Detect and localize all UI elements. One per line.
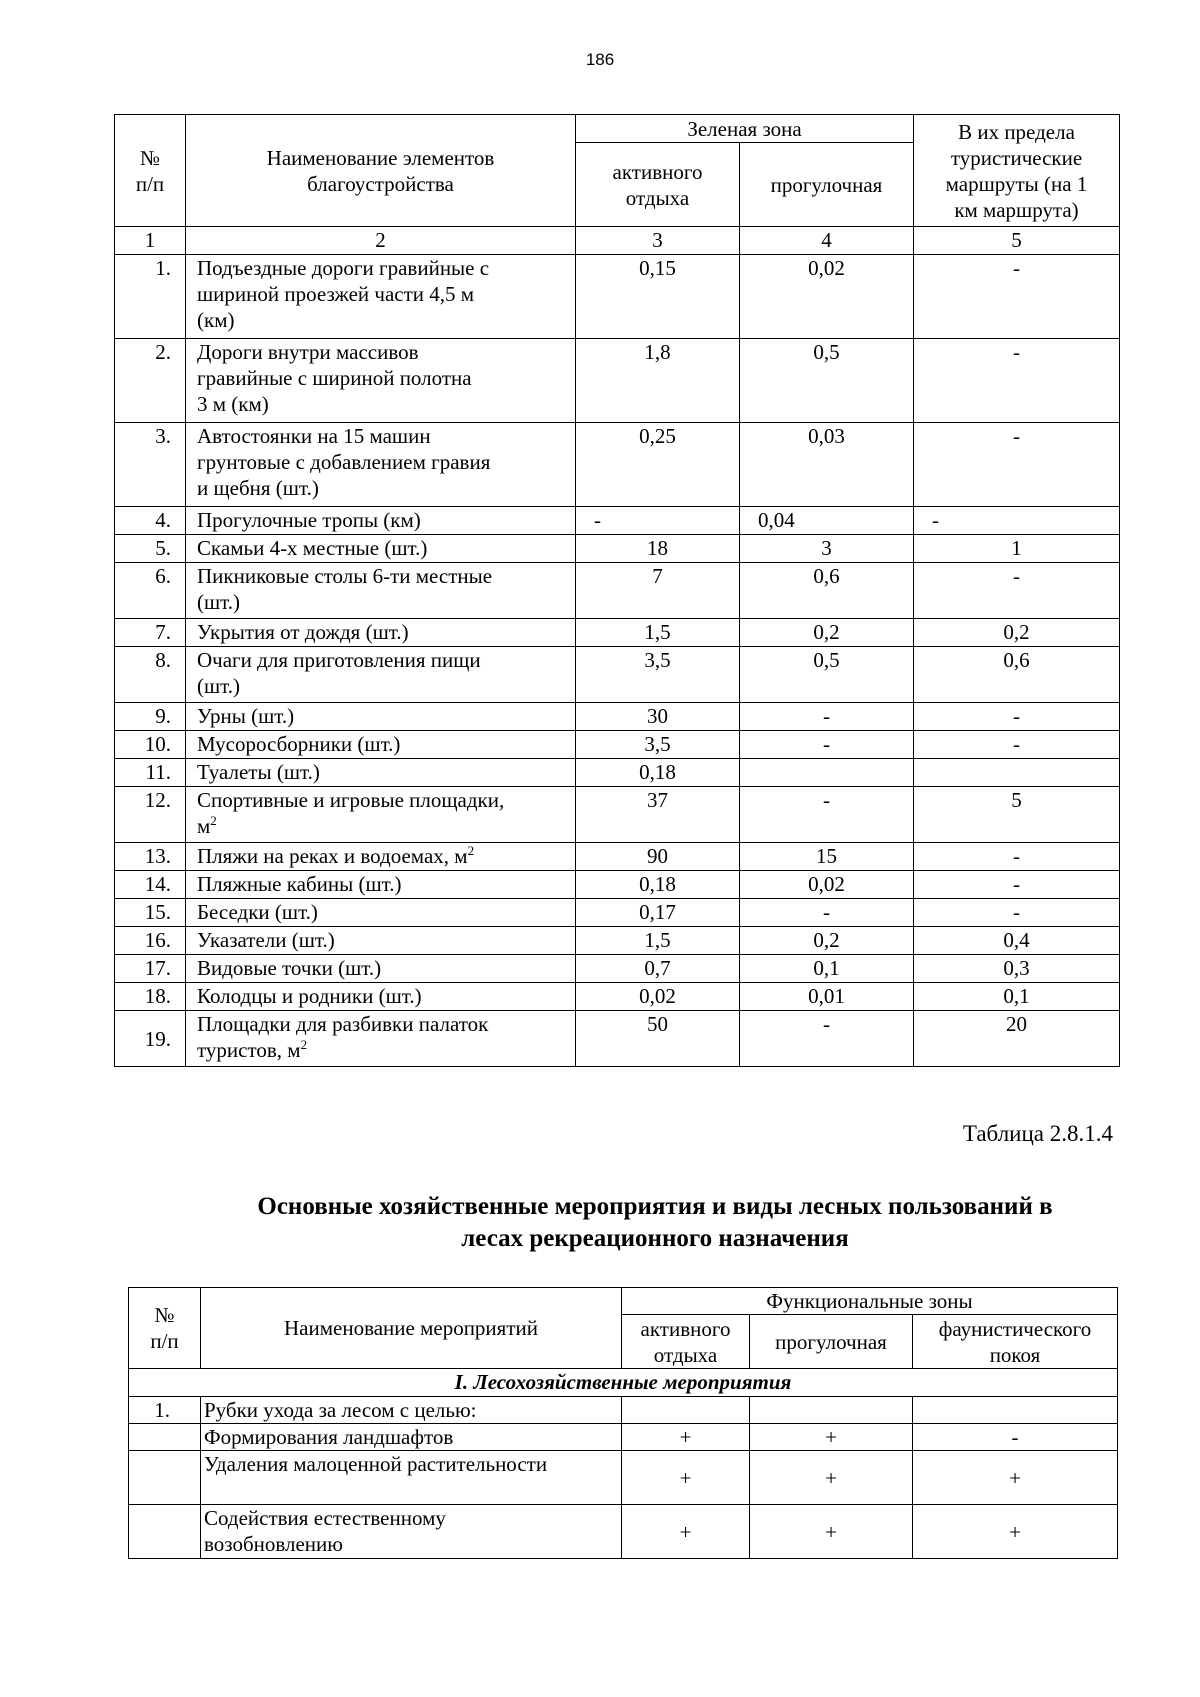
- value-routes: -: [914, 339, 1120, 423]
- value-active: 30: [576, 703, 740, 731]
- element-name: Прогулочные тропы (км): [186, 507, 576, 535]
- value-walking: 0,2: [740, 927, 914, 955]
- element-name: Беседки (шт.): [186, 899, 576, 927]
- row-number: 1.: [129, 1397, 201, 1424]
- value-routes: -: [914, 731, 1120, 759]
- row-number: 5.: [115, 535, 186, 563]
- value-active: 3,5: [576, 731, 740, 759]
- row-number: [129, 1451, 201, 1505]
- row-number: 13.: [115, 843, 186, 871]
- col-number: 2: [186, 227, 576, 255]
- measure-name: Рубки ухода за лесом с целью:: [201, 1397, 622, 1424]
- value-routes: -: [914, 507, 1120, 535]
- value-walking: -: [740, 731, 914, 759]
- value-walking: -: [740, 703, 914, 731]
- row-number: 19.: [115, 1011, 186, 1067]
- header-num: № п/п: [129, 1288, 201, 1369]
- measures-table: [128, 1287, 1118, 1559]
- section-heading: I. Лесохозяйственные мероприятия: [129, 1369, 1118, 1397]
- col-number: 1: [115, 227, 186, 255]
- value-walking: 0,02: [740, 871, 914, 899]
- table-row: [115, 927, 1120, 955]
- table-row: [115, 619, 1120, 647]
- table-row: [115, 647, 1120, 703]
- value-walking: [740, 759, 914, 787]
- table-row: [115, 731, 1120, 759]
- value-routes: 20: [914, 1011, 1120, 1067]
- table-row: [115, 1011, 1120, 1067]
- value-active: 0,17: [576, 899, 740, 927]
- mark-walking: +: [750, 1505, 913, 1559]
- value-walking: 0,02: [740, 255, 914, 339]
- table-row: [115, 563, 1120, 619]
- amenities-table: [114, 114, 1120, 1067]
- table-row: [115, 759, 1120, 787]
- value-walking: 0,01: [740, 983, 914, 1011]
- unit-superscript: 2: [467, 843, 475, 858]
- value-walking: 3: [740, 535, 914, 563]
- value-walking: 0,03: [740, 423, 914, 507]
- element-name: Колодцы и родники (шт.): [186, 983, 576, 1011]
- value-active: -: [576, 507, 740, 535]
- table-row: [115, 899, 1120, 927]
- measure-name: Формирования ландшафтов: [201, 1424, 622, 1451]
- mark-walking: +: [750, 1424, 913, 1451]
- mark-active: +: [622, 1451, 750, 1505]
- row-number: 10.: [115, 731, 186, 759]
- row-number: 16.: [115, 927, 186, 955]
- value-active: 50: [576, 1011, 740, 1067]
- mark-active: +: [622, 1505, 750, 1559]
- value-active: 0,18: [576, 871, 740, 899]
- row-number: 9.: [115, 703, 186, 731]
- element-name: Пляжные кабины (шт.): [186, 871, 576, 899]
- element-name: Очаги для приготовления пищи (шт.): [186, 647, 576, 703]
- mark-active: [622, 1397, 750, 1424]
- table-title: Основные хозяйственные мероприятия и виды лесных пользований в лесах рекреационного назначения: [257, 1193, 1053, 1252]
- table-row: [115, 871, 1120, 899]
- value-active: 18: [576, 535, 740, 563]
- value-active: 0,02: [576, 983, 740, 1011]
- header-num: № п/п: [115, 115, 186, 227]
- header-zones: Функциональные зоны: [622, 1288, 1118, 1315]
- element-name: Пляжи на реках и водоемах, $м^2$: [186, 843, 576, 871]
- row-number: 17.: [115, 955, 186, 983]
- header-green-zone: Зеленая зона: [576, 115, 914, 143]
- mark-walking: [750, 1397, 913, 1424]
- table-row: [129, 1451, 1118, 1505]
- table-row: [115, 703, 1120, 731]
- row-number: 12.: [115, 787, 186, 843]
- row-number: 8.: [115, 647, 186, 703]
- table-row: [129, 1424, 1118, 1451]
- element-name: Площадки для разбивки палаток туристов, $м^2$: [186, 1011, 576, 1067]
- value-active: 37: [576, 787, 740, 843]
- element-name: Видовые точки (шт.): [186, 955, 576, 983]
- value-routes: -: [914, 899, 1120, 927]
- col-number: 3: [576, 227, 740, 255]
- mark-walking: +: [750, 1451, 913, 1505]
- header-fauna: фаунистического покоя: [913, 1315, 1118, 1369]
- element-name: Дороги внутри массивов гравийные с шириной полотна 3 м (км): [186, 339, 576, 423]
- col-number: 4: [740, 227, 914, 255]
- row-number: 15.: [115, 899, 186, 927]
- table-row: [115, 507, 1120, 535]
- value-active: 1,5: [576, 927, 740, 955]
- value-routes: -: [914, 423, 1120, 507]
- column-numbers-row: [115, 227, 1120, 255]
- value-active: 90: [576, 843, 740, 871]
- measure-name: Удаления малоценной растительности: [201, 1451, 622, 1505]
- table-row: [115, 983, 1120, 1011]
- col-number: 5: [914, 227, 1120, 255]
- table-row: [115, 843, 1120, 871]
- value-walking: 0,5: [740, 647, 914, 703]
- row-number: 4.: [115, 507, 186, 535]
- value-walking: 0,6: [740, 563, 914, 619]
- value-walking: 0,04: [740, 507, 914, 535]
- table-row: [115, 339, 1120, 423]
- value-active: 0,15: [576, 255, 740, 339]
- value-routes: -: [914, 843, 1120, 871]
- row-number: 7.: [115, 619, 186, 647]
- row-number: 3.: [115, 423, 186, 507]
- element-name: Указатели (шт.): [186, 927, 576, 955]
- unit-superscript: 2: [300, 1037, 308, 1052]
- header-walking: прогулочная: [750, 1315, 913, 1369]
- header-walking: прогулочная: [740, 143, 914, 227]
- value-walking: 15: [740, 843, 914, 871]
- row-number: 18.: [115, 983, 186, 1011]
- row-number: [129, 1505, 201, 1559]
- value-walking: -: [740, 1011, 914, 1067]
- element-name: Урны (шт.): [186, 703, 576, 731]
- element-name: Скамьи 4-х местные (шт.): [186, 535, 576, 563]
- value-routes: 0,4: [914, 927, 1120, 955]
- value-walking: 0,1: [740, 955, 914, 983]
- element-name: Укрытия от дождя (шт.): [186, 619, 576, 647]
- value-routes: -: [914, 255, 1120, 339]
- value-routes: 0,3: [914, 955, 1120, 983]
- table-row: [129, 1505, 1118, 1559]
- row-number: 2.: [115, 339, 186, 423]
- element-name: Подъездные дороги гравийные с шириной проезжей части 4,5 м (км): [186, 255, 576, 339]
- value-routes: 1: [914, 535, 1120, 563]
- element-name: Туалеты (шт.): [186, 759, 576, 787]
- row-number: 6.: [115, 563, 186, 619]
- value-active: 0,7: [576, 955, 740, 983]
- value-routes: [914, 759, 1120, 787]
- mark-fauna: +: [913, 1505, 1118, 1559]
- element-name: Пикниковые столы 6-ти местные (шт.): [186, 563, 576, 619]
- table-row: [115, 535, 1120, 563]
- header-routes: В их предела туристические маршруты (на 1 км маршрута): [914, 115, 1120, 227]
- table-row: [115, 423, 1120, 507]
- value-active: 3,5: [576, 647, 740, 703]
- value-routes: -: [914, 563, 1120, 619]
- value-active: 1,8: [576, 339, 740, 423]
- row-number: 1.: [115, 255, 186, 339]
- measure-name: Содействия естественному возобновлению: [201, 1505, 622, 1559]
- value-active: 0,18: [576, 759, 740, 787]
- value-routes: -: [914, 871, 1120, 899]
- table-row: [129, 1397, 1118, 1424]
- mark-active: +: [622, 1424, 750, 1451]
- header-name: Наименование мероприятий: [201, 1288, 622, 1369]
- value-walking: -: [740, 899, 914, 927]
- value-active: 7: [576, 563, 740, 619]
- value-routes: 5: [914, 787, 1120, 843]
- unit-superscript: 2: [210, 813, 217, 828]
- mark-fauna: -: [913, 1424, 1118, 1451]
- value-routes: -: [914, 703, 1120, 731]
- element-name: Мусоросборники (шт.): [186, 731, 576, 759]
- table-row: [115, 955, 1120, 983]
- value-walking: -: [740, 787, 914, 843]
- header-active: активного отдыха: [622, 1315, 750, 1369]
- value-routes: 0,6: [914, 647, 1120, 703]
- table-row: [115, 787, 1120, 843]
- row-number: 14.: [115, 871, 186, 899]
- header-active: активного отдыха: [576, 143, 740, 227]
- header-name: Наименование элементов благоустройства: [186, 115, 576, 227]
- mark-fauna: +: [913, 1451, 1118, 1505]
- value-routes: 0,1: [914, 983, 1120, 1011]
- value-active: 1,5: [576, 619, 740, 647]
- table-row: [115, 255, 1120, 339]
- row-number: [129, 1424, 201, 1451]
- element-name: Спортивные и игровые площадки, $м^2$: [186, 787, 576, 843]
- element-name: Автостоянки на 15 машин грунтовые с добавлением гравия и щебня (шт.): [186, 423, 576, 507]
- table-caption: Таблица 2.8.1.4: [962, 1121, 1113, 1146]
- mark-fauna: [913, 1397, 1118, 1424]
- value-routes: 0,2: [914, 619, 1120, 647]
- page-number: 186: [585, 50, 615, 69]
- value-active: 0,25: [576, 423, 740, 507]
- row-number: 11.: [115, 759, 186, 787]
- value-walking: 0,5: [740, 339, 914, 423]
- value-walking: 0,2: [740, 619, 914, 647]
